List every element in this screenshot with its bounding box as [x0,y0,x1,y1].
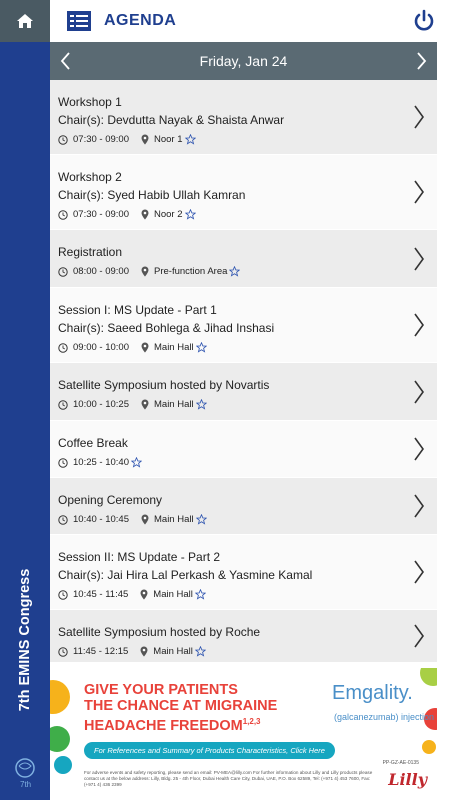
chevron-right-icon [413,246,425,272]
event-title: 7th EMINS Congress [17,568,33,712]
session-time: 10:00 - 10:25 [73,399,129,410]
decorative-circle [50,680,70,714]
chevron-right-icon [413,623,425,649]
session-location: Main Hall [153,589,193,600]
current-date: Friday, Jan 24 [199,53,288,69]
home-button[interactable] [0,0,50,42]
agenda-item-novartis-symposium[interactable] [50,363,437,421]
session-name: Satellite Symposium hosted by Novartis [58,378,270,392]
session-chairs: Chair(s): Devdutta Nayak & Shaista Anwar [58,113,285,127]
chevron-right-icon [413,493,425,519]
session-chairs: Chair(s): Saeed Bohlega & Jihad Inshasi [58,321,275,335]
session-time: 07:30 - 09:00 [73,209,129,220]
agenda-list [50,80,437,663]
favorite-star-icon[interactable] [229,266,240,277]
favorite-star-icon[interactable] [131,457,142,468]
session-time: 08:00 - 09:00 [73,266,129,277]
agenda-item-roche-symposium[interactable] [50,610,437,663]
location-pin-icon [141,209,149,220]
date-navigator [50,42,437,80]
decorative-circle [54,756,72,774]
ad-generic-name: (galcanezumab) injection [334,712,435,722]
clock-icon [58,515,68,525]
decorative-circle [420,668,437,686]
favorite-star-icon[interactable] [185,134,196,145]
session-location: Main Hall [154,342,194,353]
session-name: Session I: MS Update - Part 1 [58,303,217,317]
clock-icon [58,267,68,277]
side-rail [0,42,50,800]
clock-icon [58,400,68,410]
session-name: Coffee Break [58,436,128,450]
favorite-star-icon[interactable] [196,514,207,525]
app-header [50,0,450,42]
session-location: Noor 2 [154,209,183,220]
favorite-star-icon[interactable] [185,209,196,220]
agenda-icon [66,10,92,32]
page-title: AGENDA [104,12,177,29]
chevron-right-icon [413,436,425,462]
session-time: 07:30 - 09:00 [73,134,129,145]
agenda-item-session-1[interactable] [50,288,437,363]
decorative-circle [422,740,436,754]
agenda-item-registration[interactable] [50,230,437,288]
clock-icon [58,343,68,353]
session-name: Workshop 1 [58,95,122,109]
session-location: Main Hall [154,399,194,410]
location-pin-icon [141,134,149,145]
chevron-right-icon [413,104,425,130]
location-pin-icon [141,266,149,277]
session-time: 10:40 - 10:45 [73,514,129,525]
chevron-right-icon [413,559,425,585]
ad-code: PP-GZ-AE-0135 [382,760,419,766]
session-time: 10:25 - 10:40 [73,457,129,468]
favorite-star-icon[interactable] [196,342,207,353]
previous-day-icon[interactable] [56,51,76,71]
session-name: Registration [58,245,123,259]
agenda-item-opening-ceremony[interactable] [50,478,437,535]
session-location: Pre-function Area [154,266,228,277]
session-time: 09:00 - 10:00 [73,342,129,353]
session-location: Main Hall [153,646,193,657]
agenda-item-session-2[interactable] [50,535,437,610]
favorite-star-icon[interactable] [195,646,206,657]
ad-headline: GIVE YOUR PATIENTS THE CHANCE AT MIGRAINE HEADACHE FREEDOM$^{1,2,3}$ [84,682,278,734]
power-icon[interactable] [412,9,436,33]
chevron-right-icon [413,379,425,405]
clock-icon [58,458,68,468]
location-pin-icon [141,399,149,410]
clock-icon [58,210,68,220]
location-pin-icon [141,342,149,353]
favorite-star-icon[interactable] [196,399,207,410]
session-time: 11:45 - 12:15 [73,646,129,657]
agenda-item-workshop-1[interactable] [50,80,437,155]
session-name: Session II: MS Update - Part 2 [58,550,221,564]
svg-text:7th: 7th [20,780,32,789]
location-pin-icon [140,589,148,600]
session-chairs: Chair(s): Syed Habib Ullah Kamran [58,188,246,202]
clock-icon [58,135,68,145]
ad-fine-print: For adverse events and safety reporting, please send an email: PV-MEA@lilly.com For further information about Lilly and Lilly products please contact us at the below address: Lilly, Bldg. 25 - 4th Floor, Dubai Health Care City, Dubai, UAE, P.O. Box 62589, Tel: (+971 4) 453 7600, Fax: (+971 4) 436 2399 [84,770,373,787]
session-location: Main Hall [154,514,194,525]
decorative-circle [50,726,70,752]
ad-references-link[interactable]: For References and Summary of Products Characteristics, Click Here [84,742,335,759]
session-name: Workshop 2 [58,170,122,184]
session-time: 10:45 - 11:45 [73,589,129,600]
location-pin-icon [141,514,149,525]
clock-icon [58,647,68,657]
favorite-star-icon[interactable] [195,589,206,600]
chevron-right-icon [413,312,425,338]
session-location: Noor 1 [154,134,183,145]
agenda-item-workshop-2[interactable] [50,155,437,230]
next-day-icon[interactable] [411,51,431,71]
agenda-item-coffee-break[interactable] [50,421,437,478]
ad-brand-name: Emgality. [332,682,413,704]
lilly-logo: Lilly [388,770,427,789]
session-chairs: Chair(s): Jai Hira Lal Perkash & Yasmine Kamal [58,568,313,582]
clock-icon [58,590,68,600]
emins-logo-icon [12,756,38,790]
session-name: Opening Ceremony [58,493,163,507]
session-name: Satellite Symposium hosted by Roche [58,625,261,639]
chevron-right-icon [413,179,425,205]
ad-banner[interactable] [50,668,437,800]
home-icon [16,13,34,29]
location-pin-icon [140,646,148,657]
